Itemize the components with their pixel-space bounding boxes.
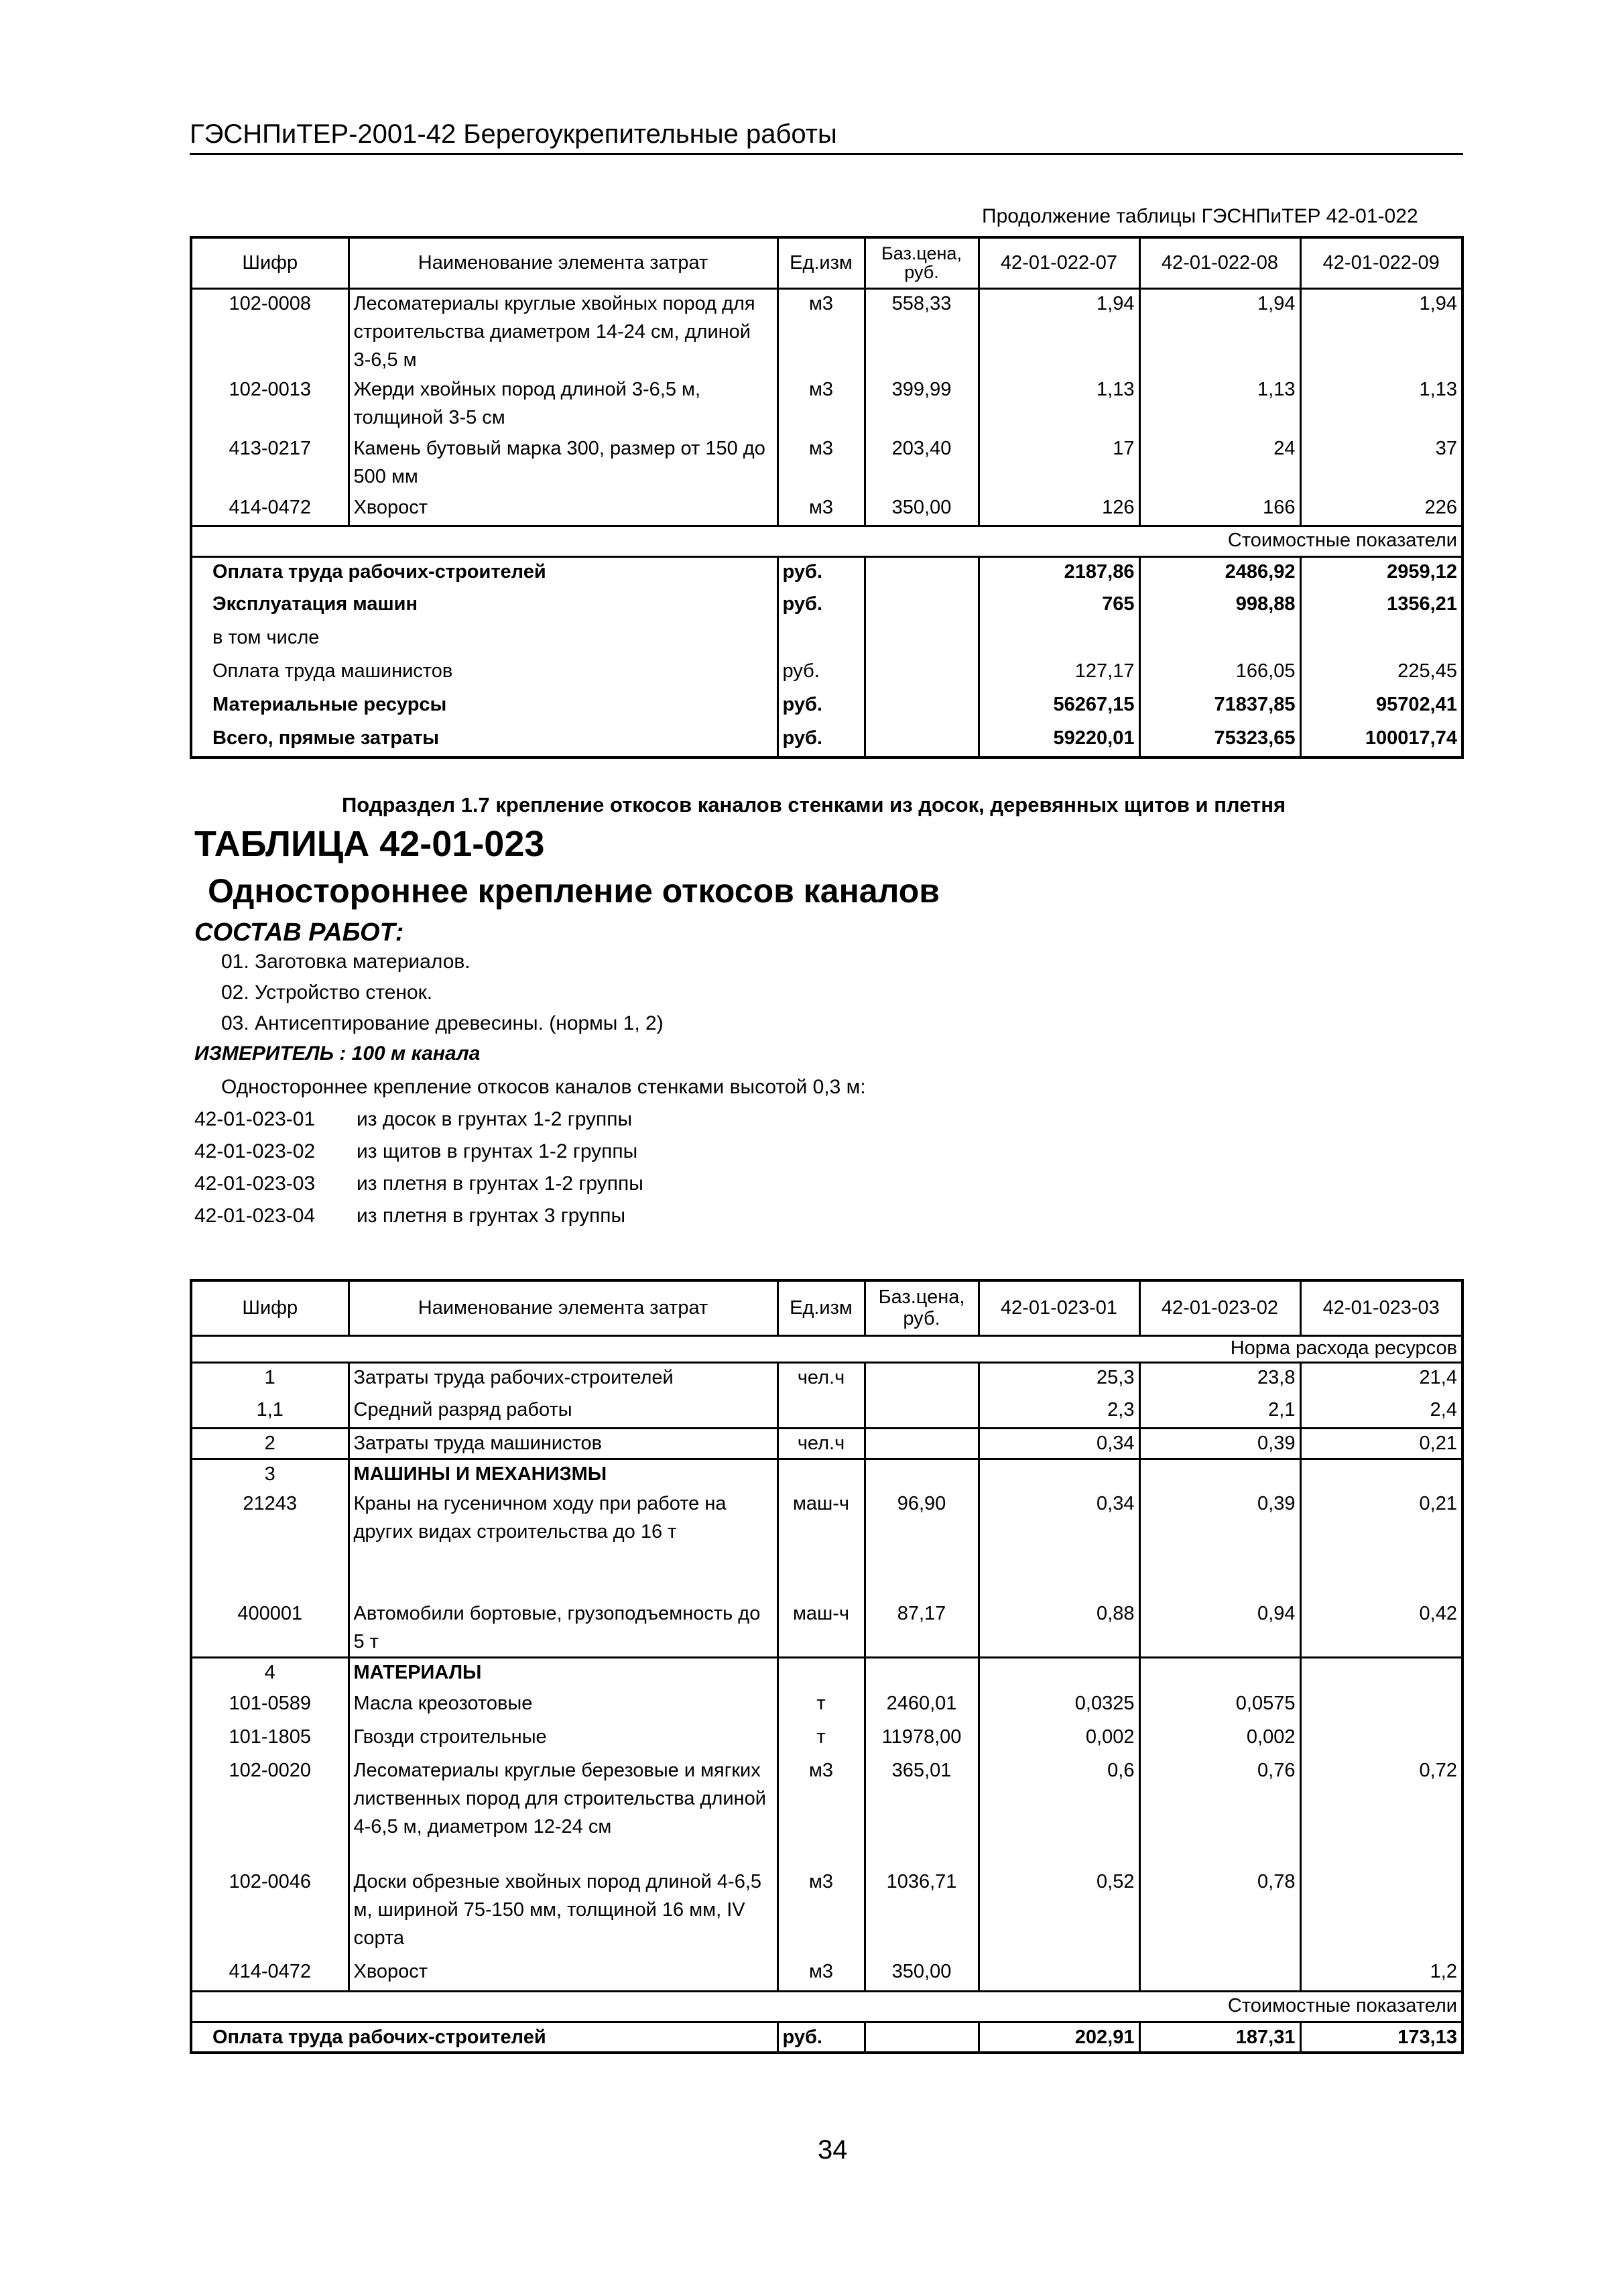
table-row [191, 1756, 1462, 1868]
row-value-3: 1,13 [1419, 379, 1457, 400]
row-unit: т [777, 1689, 865, 1723]
table-row [191, 1428, 1462, 1459]
row-value-1: 17 [979, 434, 1139, 493]
table-row [191, 1723, 1462, 1756]
row-value-1: 0,002 [979, 1723, 1139, 1756]
row-value-3: 37 [1435, 438, 1457, 459]
resource-table-42-01-022 [190, 236, 1464, 759]
row-unit: м3 [777, 434, 865, 493]
cost-price-empty [865, 556, 979, 590]
row-code: 4 [264, 1661, 275, 1683]
cost-value-3: 2959,12 [1387, 560, 1457, 583]
row-name: Затраты труда машинистов [349, 1428, 777, 1459]
row-name: Лесоматериалы круглые березовые и мягких лиственных пород для строительства длиной 4-6,5 м, диаметром 12-24 см [349, 1756, 777, 1868]
table-row [191, 1957, 1462, 1991]
cost-name: Оплата труда машинистов [191, 657, 777, 690]
row-price: 399,99 [865, 375, 979, 434]
col-header-code: Шифр [191, 237, 349, 288]
work-item: 01. Заготовка материалов. [221, 951, 471, 973]
cost-value-3: 173,13 [1397, 2026, 1457, 2048]
cost-value-3: 100017,74 [1365, 727, 1457, 749]
row-name: МАШИНЫ И МЕХАНИЗМЫ [349, 1459, 777, 1490]
col-header-norm-2: 42-01-022-08 [1139, 237, 1300, 288]
cost-row [191, 2022, 1462, 2053]
measure-line [194, 1042, 480, 1065]
row-code: 414-0472 [191, 493, 349, 526]
col-header-name: Наименование элемента затрат [349, 237, 777, 288]
work-composition-title: СОСТАВ РАБОТ: [194, 918, 404, 947]
row-value-2: 0,39 [1139, 1490, 1300, 1599]
row-value-1 [979, 1957, 1139, 1991]
row-code: 1,1 [191, 1396, 349, 1428]
cost-value-1: 127,17 [979, 657, 1139, 690]
cost-price-empty [865, 590, 979, 623]
cost-value-1: 56267,15 [979, 690, 1139, 724]
cost-unit: руб. [777, 590, 865, 623]
row-value-3: 21,4 [1419, 1366, 1457, 1388]
cost-name: Оплата труда рабочих-строителей [191, 556, 777, 590]
cost-unit: руб. [777, 556, 865, 590]
row-value-3: 2,4 [1300, 1396, 1462, 1428]
col-header-unit: Ед.изм [777, 237, 865, 288]
row-value-1: 25,3 [979, 1362, 1139, 1396]
row-name: Краны на гусеничном ходу при работе на других видах строительства до 16 т [349, 1490, 777, 1599]
row-value-2 [1139, 1459, 1300, 1490]
cost-section-header: Стоимостные показатели [191, 526, 1462, 556]
row-code: 414-0472 [229, 1961, 312, 1982]
row-value-2: 1,94 [1139, 288, 1300, 375]
row-code: 102-0008 [229, 292, 312, 314]
table-row [191, 493, 1462, 526]
header-rule [190, 153, 1463, 155]
col-header-norm-1: 42-01-022-07 [979, 237, 1139, 288]
section-header-row [191, 526, 1462, 556]
table-row [191, 1599, 1462, 1657]
row-value-3 [1300, 1657, 1462, 1689]
row-unit: чел.ч [777, 1428, 865, 1459]
row-name: Затраты труда рабочих-строителей [349, 1362, 777, 1396]
cost-price-empty [865, 623, 979, 657]
cost-unit: руб. [777, 2022, 865, 2053]
norm-section-header: Норма расхода ресурсов [191, 1335, 1462, 1362]
row-name: Хворост [349, 1957, 777, 1991]
col-header-price: Баз.цена, руб. [865, 1280, 979, 1335]
cost-value-2: 75323,65 [1139, 724, 1300, 758]
table-continuation-caption: Продолжение таблицы ГЭСНПиТЕР 42-01-022 [982, 205, 1418, 227]
row-value-3: 0,21 [1419, 1493, 1457, 1514]
page-number: 34 [818, 2135, 848, 2165]
row-name: Гвозди строительные [349, 1723, 777, 1756]
row-value-1: 0,0325 [979, 1689, 1139, 1723]
row-unit: м3 [777, 1957, 865, 1991]
cost-value-3 [1300, 623, 1462, 657]
cost-value-3: 225,45 [1397, 660, 1457, 682]
table-title: ТАБЛИЦА 42-01-023 [194, 824, 545, 864]
row-value-1: 0,34 [979, 1490, 1139, 1599]
col-header-norm-1: 42-01-023-01 [979, 1280, 1139, 1335]
table-row [191, 1689, 1462, 1723]
row-value-2: 0,0575 [1139, 1689, 1300, 1723]
row-value-1: 126 [979, 493, 1139, 526]
row-code: 102-0013 [229, 379, 312, 400]
cost-row [191, 657, 1462, 690]
row-price: 558,33 [865, 288, 979, 375]
cost-unit [777, 623, 865, 657]
row-name: Лесоматериалы круглые хвойных пород для строительства диаметром 14-24 см, длиной 3-6,5 м [349, 288, 777, 375]
cost-section-header: Стоимостные показатели [191, 1991, 1462, 2022]
row-value-2: 166 [1139, 493, 1300, 526]
row-value-1: 0,6 [979, 1756, 1139, 1868]
cost-value-1: 2187,86 [979, 556, 1139, 590]
cost-unit: руб. [777, 657, 865, 690]
row-value-3 [1300, 1868, 1462, 1957]
cost-row [191, 590, 1462, 623]
cost-value-2: 166,05 [1139, 657, 1300, 690]
row-name: МАТЕРИАЛЫ [349, 1657, 777, 1689]
resource-table-42-01-023 [190, 1279, 1464, 2054]
row-value-1: 0,34 [979, 1428, 1139, 1459]
row-value-1: 0,52 [979, 1868, 1139, 1957]
cost-name: в том числе [191, 623, 777, 657]
variant-desc: из плетня в грунтах 3 группы [357, 1205, 626, 1227]
row-code: 1 [264, 1366, 275, 1388]
row-value-2 [1139, 1657, 1300, 1689]
cost-name: Эксплуатация машин [191, 590, 777, 623]
row-price [865, 1657, 979, 1689]
row-price: 365,01 [865, 1756, 979, 1868]
variant-code: 42-01-023-01 [194, 1108, 316, 1130]
row-unit: м3 [777, 288, 865, 375]
row-value-2: 0,78 [1139, 1868, 1300, 1957]
variant-code: 42-01-023-03 [194, 1172, 316, 1195]
cost-price-empty [865, 724, 979, 758]
row-unit [777, 1396, 865, 1428]
row-name: Доски обрезные хвойных пород длиной 4-6,5 м, шириной 75-150 мм, толщиной 16 мм, IV сорта [349, 1868, 777, 1957]
table-row [191, 288, 1462, 375]
row-value-3: 0,72 [1419, 1760, 1457, 1781]
cost-name: Материальные ресурсы [191, 690, 777, 724]
row-code: 101-0589 [229, 1693, 312, 1714]
cost-value-2: 187,31 [1139, 2022, 1300, 2053]
cost-value-3: 1356,21 [1387, 593, 1457, 615]
row-price: 350,00 [865, 493, 979, 526]
row-code: 3 [264, 1463, 275, 1485]
row-value-3: 1,2 [1430, 1961, 1457, 1982]
row-name: Жерди хвойных пород длиной 3-6,5 м, толщиной 3-5 см [349, 375, 777, 434]
row-value-3: 1,94 [1419, 292, 1457, 314]
work-item: 02. Устройство стенок. [221, 981, 433, 1004]
row-value-2: 1,13 [1139, 375, 1300, 434]
cost-value-2 [1139, 623, 1300, 657]
section-header-row [191, 1991, 1462, 2022]
row-value-1 [979, 1657, 1139, 1689]
table-row [191, 1396, 1462, 1428]
variant-code: 42-01-023-02 [194, 1140, 316, 1162]
cost-row [191, 724, 1462, 758]
row-unit: маш-ч [777, 1599, 865, 1657]
variant-desc: из щитов в грунтах 1-2 группы [357, 1140, 638, 1162]
row-name: Средний разряд работы [349, 1396, 777, 1428]
col-header-norm-3: 42-01-022-09 [1300, 237, 1462, 288]
row-value-2: 2,1 [1139, 1396, 1300, 1428]
row-unit [777, 1657, 865, 1689]
col-header-unit: Ед.изм [777, 1280, 865, 1335]
cost-value-1: 59220,01 [979, 724, 1139, 758]
cost-value-1: 765 [979, 590, 1139, 623]
row-value-3 [1300, 1723, 1462, 1756]
cost-price-empty [865, 657, 979, 690]
row-value-3: 0,42 [1300, 1599, 1462, 1657]
row-unit: м3 [777, 493, 865, 526]
row-price: 87,17 [865, 1599, 979, 1657]
col-header-name: Наименование элемента затрат [349, 1280, 777, 1335]
table-row [191, 1362, 1462, 1396]
measure-label: ИЗМЕРИТЕЛЬ : [194, 1042, 347, 1065]
row-price: 11978,00 [865, 1723, 979, 1756]
variant-code: 42-01-023-04 [194, 1205, 316, 1227]
section-header-row [191, 1335, 1462, 1362]
cost-unit: руб. [777, 690, 865, 724]
row-unit: м3 [777, 1756, 865, 1868]
cost-row [191, 556, 1462, 590]
row-value-1 [979, 1459, 1139, 1490]
row-code: 21243 [243, 1493, 298, 1514]
row-price: 350,00 [865, 1957, 979, 1991]
work-item: 03. Антисептирование древесины. (нормы 1, 2) [221, 1012, 664, 1034]
row-value-1: 2,3 [979, 1396, 1139, 1428]
row-value-2: 24 [1139, 434, 1300, 493]
row-price [865, 1459, 979, 1490]
row-unit: чел.ч [777, 1362, 865, 1396]
row-name: Камень бутовый марка 300, размер от 150 до 500 мм [349, 434, 777, 493]
row-unit [777, 1459, 865, 1490]
table-name: Одностороннее крепление откосов каналов [208, 872, 940, 910]
row-price: 203,40 [865, 434, 979, 493]
row-code: 413-0217 [229, 438, 312, 459]
row-value-1: 1,94 [979, 288, 1139, 375]
table-row [191, 434, 1462, 493]
row-value-3: 0,21 [1300, 1428, 1462, 1459]
cost-row [191, 623, 1462, 657]
running-header: ГЭСНПиТЕР-2001-42 Берегоукрепительные работы [190, 119, 837, 149]
row-value-3: 226 [1300, 493, 1462, 526]
col-header-price: Баз.цена, руб. [865, 237, 979, 288]
row-price [865, 1428, 979, 1459]
row-price [865, 1396, 979, 1428]
cost-value-1: 202,91 [979, 2022, 1139, 2053]
row-price: 2460,01 [865, 1689, 979, 1723]
cost-value-2: 998,88 [1139, 590, 1300, 623]
row-name: Масла креозотовые [349, 1689, 777, 1723]
cost-row [191, 690, 1462, 724]
row-price: 1036,71 [865, 1868, 979, 1957]
row-value-2: 0,76 [1139, 1756, 1300, 1868]
row-code: 2 [191, 1428, 349, 1459]
subsection-title: Подраздел 1.7 крепление откосов каналов стенками из досок, деревянных щитов и плетня [342, 793, 1286, 817]
row-value-1: 0,88 [979, 1599, 1139, 1657]
row-unit: м3 [777, 1868, 865, 1957]
row-unit: маш-ч [777, 1490, 865, 1599]
row-code: 400001 [191, 1599, 349, 1657]
row-value-3 [1300, 1689, 1462, 1723]
row-name: Автомобили бортовые, грузоподъемность до 5 т [349, 1599, 777, 1657]
table-row [191, 1868, 1462, 1957]
measure-value: 100 м канала [351, 1042, 481, 1065]
row-price [865, 1362, 979, 1396]
row-value-2: 0,39 [1139, 1428, 1300, 1459]
variant-desc: из досок в грунтах 1-2 группы [357, 1108, 633, 1130]
table-row [191, 1490, 1462, 1599]
row-value-2 [1139, 1957, 1300, 1991]
cost-value-2: 2486,92 [1139, 556, 1300, 590]
cost-price-empty [865, 690, 979, 724]
row-unit: т [777, 1723, 865, 1756]
row-code: 102-0046 [229, 1871, 312, 1892]
variants-intro: Одностороннее крепление откосов каналов стенками высотой 0,3 м: [221, 1076, 866, 1098]
row-value-2: 23,8 [1139, 1362, 1300, 1396]
table-row [191, 1657, 1462, 1689]
row-value-1: 1,13 [979, 375, 1139, 434]
row-value-2: 0,94 [1139, 1599, 1300, 1657]
row-unit: м3 [777, 375, 865, 434]
col-header-norm-2: 42-01-023-02 [1139, 1280, 1300, 1335]
col-header-norm-3: 42-01-023-03 [1300, 1280, 1462, 1335]
cost-value-2: 71837,85 [1139, 690, 1300, 724]
cost-price-empty [865, 2022, 979, 2053]
row-value-2: 0,002 [1139, 1723, 1300, 1756]
cost-unit: руб. [777, 724, 865, 758]
cost-value-1 [979, 623, 1139, 657]
cost-value-3: 95702,41 [1376, 694, 1457, 715]
table-row [191, 1459, 1462, 1490]
cost-name: Оплата труда рабочих-строителей [191, 2022, 777, 2053]
row-code: 101-1805 [229, 1726, 312, 1748]
table-row [191, 375, 1462, 434]
row-code: 102-0020 [229, 1760, 312, 1781]
row-value-3 [1300, 1459, 1462, 1490]
row-name: Хворост [349, 493, 777, 526]
cost-name: Всего, прямые затраты [191, 724, 777, 758]
col-header-code: Шифр [191, 1280, 349, 1335]
variant-desc: из плетня в грунтах 1-2 группы [357, 1172, 643, 1195]
row-price: 96,90 [865, 1490, 979, 1599]
